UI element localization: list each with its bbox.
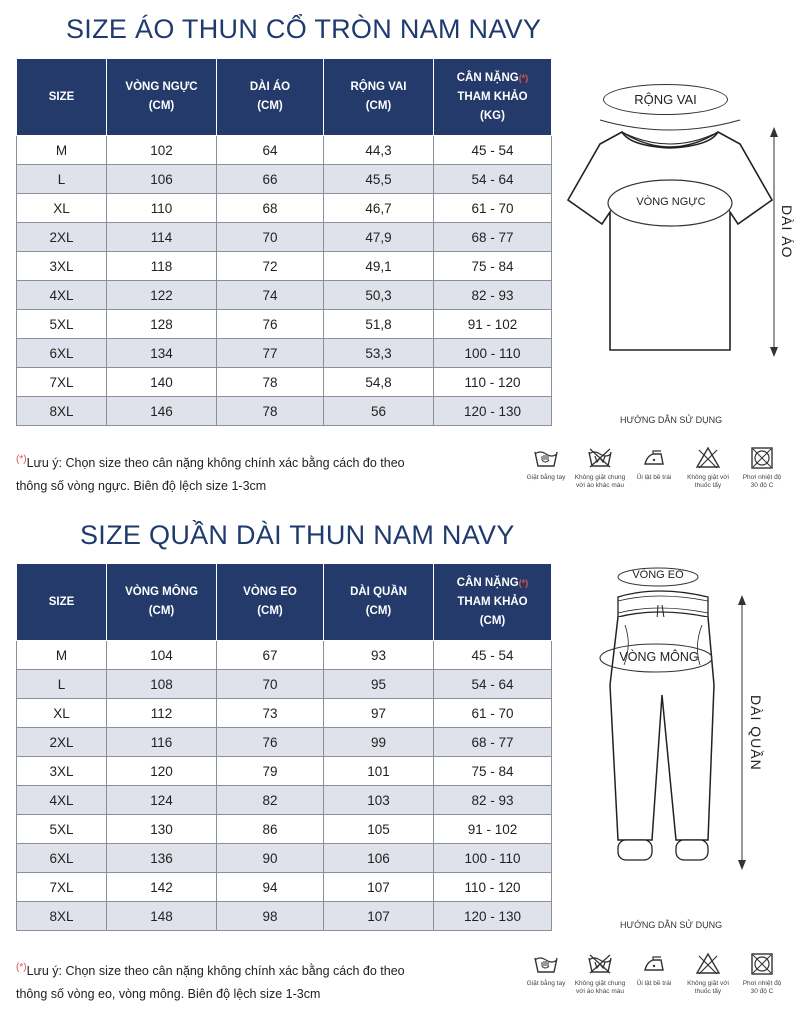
- column-header: [17, 564, 107, 641]
- table-cell: 75 - 84: [434, 757, 552, 786]
- table-cell: 78: [217, 397, 324, 426]
- table-cell: 47,9: [324, 223, 434, 252]
- care-instruction: [735, 952, 789, 996]
- table-cell: 106: [107, 165, 217, 194]
- table-row: [17, 873, 552, 902]
- table-cell: 130: [107, 815, 217, 844]
- iron-inside-out-icon: [627, 952, 681, 976]
- care-instruction: [519, 952, 573, 996]
- care-instruction: [735, 446, 789, 490]
- pants-diagram: [590, 565, 800, 900]
- care-instruction: [681, 446, 735, 490]
- table-cell: 45 - 54: [434, 641, 552, 670]
- table-cell: 74: [217, 281, 324, 310]
- table-cell: 146: [107, 397, 217, 426]
- note-asterisk: (*): [16, 454, 27, 465]
- column-header: [17, 59, 107, 136]
- care-label: Không giặt chung: [574, 474, 626, 481]
- column-header: [217, 564, 324, 641]
- column-header-text: RỘNG VAI: [350, 81, 407, 93]
- care-label: Ủi lật bề trái: [636, 980, 672, 987]
- table-cell: 102: [107, 136, 217, 165]
- table-cell: 82 - 93: [434, 281, 552, 310]
- table-cell: 122: [107, 281, 217, 310]
- column-header-text: (CM): [257, 605, 283, 617]
- table-cell: 107: [324, 902, 434, 931]
- shirt-note: [16, 448, 436, 498]
- care-instruction: [627, 952, 681, 996]
- table-cell: 46,7: [324, 194, 434, 223]
- table-cell: 64: [217, 136, 324, 165]
- table-cell: 91 - 102: [434, 310, 552, 339]
- care-label: Phơi nhiệt độ: [742, 474, 782, 481]
- shirt-size-table: [16, 58, 552, 426]
- column-header-text: CÂN NẶNG: [456, 71, 519, 84]
- table-cell: 72: [217, 252, 324, 281]
- table-cell: 44,3: [324, 136, 434, 165]
- table-cell: 54 - 64: [434, 165, 552, 194]
- table-cell: 91 - 102: [434, 815, 552, 844]
- column-header-text: (CM): [365, 605, 392, 617]
- table-row: [17, 902, 552, 931]
- table-cell: 134: [107, 339, 217, 368]
- no-mixed-wash-icon: [573, 446, 627, 470]
- hand-wash-icon: [519, 446, 573, 470]
- shirt-guide-title: HƯỚNG DẪN SỬ DỤNG: [620, 415, 723, 425]
- column-header: [434, 564, 552, 641]
- table-cell: 73: [217, 699, 324, 728]
- table-cell: 120: [107, 757, 217, 786]
- table-cell: 118: [107, 252, 217, 281]
- table-cell: 120 - 130: [434, 902, 552, 931]
- table-row: [17, 786, 552, 815]
- table-cell: 82: [217, 786, 324, 815]
- column-header-text: THAM KHẢO: [457, 595, 528, 608]
- table-cell: 136: [107, 844, 217, 873]
- table-cell: 79: [217, 757, 324, 786]
- table-cell: 110: [107, 194, 217, 223]
- table-cell: 61 - 70: [434, 194, 552, 223]
- table-row: [17, 136, 552, 165]
- table-row: [17, 368, 552, 397]
- table-cell: XL: [17, 194, 107, 223]
- table-cell: 49,1: [324, 252, 434, 281]
- table-cell: 106: [324, 844, 434, 873]
- column-header-text: DÀI QUẦN: [350, 586, 407, 598]
- table-cell: M: [17, 136, 107, 165]
- table-cell: XL: [17, 699, 107, 728]
- table-row: [17, 252, 552, 281]
- hip-label: VÒNG MÔNG: [619, 650, 699, 664]
- table-cell: 7XL: [17, 368, 107, 397]
- table-cell: 95: [324, 670, 434, 699]
- hand-wash-icon: [519, 952, 573, 976]
- care-label: thuốc tẩy: [694, 482, 722, 489]
- table-cell: 50,3: [324, 281, 434, 310]
- table-cell: 70: [217, 670, 324, 699]
- table-row: [17, 339, 552, 368]
- column-header-text: SIZE: [48, 595, 75, 608]
- table-cell: 128: [107, 310, 217, 339]
- table-cell: 3XL: [17, 757, 107, 786]
- column-header-text: (CM): [148, 605, 175, 617]
- pants-guide-title: HƯỚNG DẪN SỬ DỤNG: [620, 920, 723, 930]
- table-cell: 75 - 84: [434, 252, 552, 281]
- table-cell: 142: [107, 873, 217, 902]
- table-cell: 140: [107, 368, 217, 397]
- pants-care-icons: [519, 952, 789, 996]
- table-cell: 67: [217, 641, 324, 670]
- dry-30c-icon: [735, 952, 789, 976]
- column-header-text: (CM): [257, 100, 283, 112]
- chest-label: VÒNG NGỰC: [636, 196, 706, 208]
- column-header-text: DÀI ÁO: [249, 81, 291, 93]
- care-instruction: [519, 446, 573, 490]
- column-header: [434, 59, 552, 136]
- table-cell: L: [17, 670, 107, 699]
- table-cell: 104: [107, 641, 217, 670]
- table-row: [17, 757, 552, 786]
- column-header-text: VÒNG MÔNG: [125, 586, 198, 598]
- table-cell: 45 - 54: [434, 136, 552, 165]
- table-cell: 6XL: [17, 339, 107, 368]
- table-cell: 116: [107, 728, 217, 757]
- table-cell: 107: [324, 873, 434, 902]
- shirt-care-icons: [519, 446, 789, 490]
- table-cell: 120 - 130: [434, 397, 552, 426]
- no-bleach-icon: [681, 446, 735, 470]
- table-row: [17, 397, 552, 426]
- column-header-text: THAM KHẢO: [457, 90, 528, 103]
- care-label: Không giặt chung: [574, 980, 626, 987]
- table-cell: 101: [324, 757, 434, 786]
- table-cell: 4XL: [17, 281, 107, 310]
- waist-label: VÒNG EO: [632, 569, 684, 581]
- table-row: [17, 641, 552, 670]
- table-row: [17, 728, 552, 757]
- care-label: Không giặt với: [687, 474, 729, 481]
- table-row: [17, 844, 552, 873]
- pants-length-label: DÀI QUẦN: [748, 695, 764, 771]
- column-header-text: (CM): [148, 100, 175, 112]
- column-header-text: CÂN NẶNG: [456, 576, 519, 589]
- shirt-title: SIZE ÁO THUN CỔ TRÒN NAM NAVY: [66, 14, 542, 44]
- note-asterisk: (*): [16, 962, 27, 973]
- table-cell: 68 - 77: [434, 728, 552, 757]
- iron-inside-out-icon: [627, 446, 681, 470]
- shirt-table-header-row: [17, 59, 552, 136]
- table-cell: 45,5: [324, 165, 434, 194]
- column-header-text: [434, 69, 551, 88]
- care-label: Giặt bằng tay: [526, 980, 566, 987]
- no-mixed-wash-icon: [573, 952, 627, 976]
- table-cell: 54,8: [324, 368, 434, 397]
- care-instruction: [627, 446, 681, 490]
- table-cell: 110 - 120: [434, 368, 552, 397]
- table-cell: 3XL: [17, 252, 107, 281]
- column-header-text: [434, 574, 551, 593]
- table-cell: 77: [217, 339, 324, 368]
- shoulder-label: [603, 84, 728, 115]
- no-bleach-icon: [681, 952, 735, 976]
- table-cell: 4XL: [17, 786, 107, 815]
- table-row: [17, 815, 552, 844]
- table-cell: 114: [107, 223, 217, 252]
- table-cell: 99: [324, 728, 434, 757]
- table-cell: 98: [217, 902, 324, 931]
- table-cell: 5XL: [17, 815, 107, 844]
- table-cell: 76: [217, 728, 324, 757]
- dry-30c-icon: [735, 446, 789, 470]
- table-cell: 110 - 120: [434, 873, 552, 902]
- care-label: với áo khác màu: [576, 482, 624, 489]
- care-instruction: [681, 952, 735, 996]
- shirt-note-line2: thông số vòng ngực. Biên độ lệch size 1-3cm: [16, 479, 267, 494]
- table-row: [17, 223, 552, 252]
- table-cell: 6XL: [17, 844, 107, 873]
- column-header-text: (KG): [480, 109, 505, 122]
- table-cell: 103: [324, 786, 434, 815]
- table-cell: 148: [107, 902, 217, 931]
- table-cell: 93: [324, 641, 434, 670]
- table-cell: 94: [217, 873, 324, 902]
- table-cell: 86: [217, 815, 324, 844]
- table-cell: 5XL: [17, 310, 107, 339]
- table-cell: 100 - 110: [434, 339, 552, 368]
- table-cell: 112: [107, 699, 217, 728]
- table-row: [17, 310, 552, 339]
- shoulder-label-text: RỘNG VAI: [634, 92, 697, 107]
- shirt-note-line1: Lưu ý: Chọn size theo cân nặng không chính xác bằng cách đo theo: [26, 456, 405, 471]
- table-cell: 108: [107, 670, 217, 699]
- table-row: [17, 281, 552, 310]
- table-cell: 105: [324, 815, 434, 844]
- column-header: [217, 59, 324, 136]
- care-label: Giặt bằng tay: [526, 474, 566, 481]
- table-cell: 61 - 70: [434, 699, 552, 728]
- care-label: Không giặt với: [687, 980, 729, 987]
- care-instruction: [573, 952, 627, 996]
- column-header: [324, 564, 434, 641]
- column-header-text: (CM): [365, 100, 392, 112]
- table-cell: 82 - 93: [434, 786, 552, 815]
- pants-size-table: [16, 563, 552, 931]
- table-cell: 2XL: [17, 728, 107, 757]
- care-label: với áo khác màu: [576, 988, 624, 995]
- table-cell: 7XL: [17, 873, 107, 902]
- column-header: [107, 564, 217, 641]
- table-cell: 124: [107, 786, 217, 815]
- table-cell: 70: [217, 223, 324, 252]
- column-header: [107, 59, 217, 136]
- pants-title: SIZE QUẦN DÀI THUN NAM NAVY: [80, 520, 515, 550]
- table-cell: 66: [217, 165, 324, 194]
- table-cell: 2XL: [17, 223, 107, 252]
- table-cell: 68 - 77: [434, 223, 552, 252]
- table-cell: M: [17, 641, 107, 670]
- care-label: Ủi lật bề trái: [636, 474, 672, 481]
- table-cell: 97: [324, 699, 434, 728]
- table-cell: 76: [217, 310, 324, 339]
- shirt-length-label: DÀI ÁO: [779, 205, 795, 259]
- pants-note-line1: Lưu ý: Chọn size theo cân nặng không chính xác bằng cách đo theo: [26, 964, 405, 979]
- column-header-text: (CM): [479, 614, 506, 627]
- column-header-text: VÒNG NGỰC: [125, 81, 198, 93]
- table-cell: 51,8: [324, 310, 434, 339]
- table-row: [17, 699, 552, 728]
- pants-note-line2: thông số vòng eo, vòng mông. Biên độ lệch size 1-3cm: [16, 987, 321, 1002]
- care-instruction: [573, 446, 627, 490]
- care-label: 30 độ C: [750, 988, 774, 995]
- column-header-text: SIZE: [48, 90, 75, 103]
- pants-note: [16, 956, 436, 1006]
- table-row: [17, 165, 552, 194]
- table-cell: 90: [217, 844, 324, 873]
- pants-table-header-row: [17, 564, 552, 641]
- table-row: [17, 670, 552, 699]
- table-cell: 68: [217, 194, 324, 223]
- table-cell: 54 - 64: [434, 670, 552, 699]
- table-cell: L: [17, 165, 107, 194]
- table-row: [17, 194, 552, 223]
- care-label: 30 độ C: [750, 482, 774, 489]
- column-header-text: VÒNG EO: [243, 586, 297, 598]
- care-label: Phơi nhiệt độ: [742, 980, 782, 987]
- table-cell: 56: [324, 397, 434, 426]
- table-cell: 78: [217, 368, 324, 397]
- tshirt-outline-icon: [568, 132, 772, 350]
- header-asterisk: (*): [518, 72, 529, 83]
- header-asterisk: (*): [518, 577, 529, 588]
- care-label: thuốc tẩy: [694, 988, 722, 995]
- column-header: [324, 59, 434, 136]
- table-cell: 100 - 110: [434, 844, 552, 873]
- table-cell: 53,3: [324, 339, 434, 368]
- tshirt-diagram: [560, 72, 800, 372]
- table-cell: 8XL: [17, 397, 107, 426]
- table-cell: 8XL: [17, 902, 107, 931]
